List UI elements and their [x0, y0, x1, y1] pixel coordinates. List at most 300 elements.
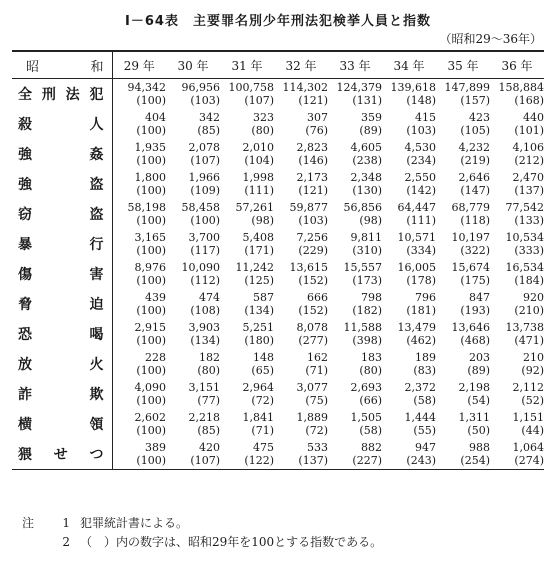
value-cell	[112, 379, 166, 409]
count-value: 189	[415, 351, 436, 364]
count-value: 57,261	[235, 201, 274, 214]
index-value: (100)	[136, 394, 166, 407]
value-cell	[490, 139, 544, 169]
count-value: 359	[361, 111, 382, 124]
note-text: 犯罪統計書による。	[80, 516, 189, 530]
value-cell	[328, 409, 382, 439]
count-value: 2,470	[512, 171, 544, 184]
note-number: 2	[62, 535, 70, 549]
count-value: 13,615	[289, 261, 328, 274]
value-cell	[274, 139, 328, 169]
value-cell	[436, 169, 490, 199]
index-value: (137)	[514, 184, 544, 197]
index-value: (100)	[136, 334, 166, 347]
value-cell	[112, 439, 166, 470]
value-cell	[220, 79, 274, 110]
count-value: 2,602	[134, 411, 166, 424]
value-cell	[328, 259, 382, 289]
index-value: (219)	[460, 154, 490, 167]
count-value: 2,915	[134, 321, 166, 334]
index-value: (107)	[190, 154, 220, 167]
value-cell	[436, 289, 490, 319]
index-value: (334)	[406, 244, 436, 257]
index-value: (168)	[514, 94, 544, 107]
count-value: 8,976	[134, 261, 166, 274]
value-cell	[166, 169, 220, 199]
index-value: (182)	[352, 304, 382, 317]
category-char: 詐	[18, 387, 32, 403]
count-value: 1,151	[512, 411, 544, 424]
value-cell	[166, 79, 220, 110]
value-cell	[382, 139, 436, 169]
count-value: 420	[199, 441, 220, 454]
count-value: 2,112	[512, 381, 544, 394]
index-value: (72)	[305, 424, 328, 437]
index-value: (131)	[352, 94, 382, 107]
count-value: 9,811	[350, 231, 382, 244]
index-value: (103)	[190, 94, 220, 107]
category-char: 迫	[89, 297, 104, 313]
value-cell	[382, 319, 436, 349]
value-cell	[274, 259, 328, 289]
count-value: 124,379	[336, 81, 382, 94]
count-value: 58,198	[127, 201, 166, 214]
table-row	[12, 409, 544, 439]
index-value: (103)	[406, 124, 436, 137]
value-cell	[436, 379, 490, 409]
index-value: (152)	[298, 274, 328, 287]
index-value: (243)	[406, 454, 436, 467]
count-value: 3,700	[188, 231, 220, 244]
count-value: 68,779	[451, 201, 490, 214]
value-cell	[220, 199, 274, 229]
value-cell	[220, 169, 274, 199]
index-value: (254)	[460, 454, 490, 467]
value-cell	[274, 289, 328, 319]
value-cell	[166, 139, 220, 169]
value-cell	[436, 409, 490, 439]
value-cell	[220, 139, 274, 169]
index-value: (462)	[406, 334, 436, 347]
table-row	[12, 349, 544, 379]
value-cell	[328, 439, 382, 470]
index-value: (234)	[406, 154, 436, 167]
table-row	[12, 199, 544, 229]
index-value: (80)	[251, 124, 274, 137]
count-value: 228	[145, 351, 166, 364]
category-char: 窃	[18, 207, 32, 223]
count-value: 100,758	[228, 81, 274, 94]
year-header: 34 年	[382, 51, 436, 79]
count-value: 2,646	[458, 171, 490, 184]
note-item	[22, 514, 382, 533]
year-header: 35 年	[436, 51, 490, 79]
index-value: (210)	[514, 304, 544, 317]
value-cell	[490, 439, 544, 470]
index-value: (98)	[359, 214, 382, 227]
value-cell	[328, 289, 382, 319]
count-value: 4,530	[404, 141, 436, 154]
table-row	[12, 109, 544, 139]
index-value: (105)	[460, 124, 490, 137]
index-value: (107)	[190, 454, 220, 467]
count-value: 10,534	[505, 231, 544, 244]
category-label	[12, 144, 112, 164]
table-row	[12, 169, 544, 199]
count-value: 1,935	[134, 141, 166, 154]
count-value: 847	[469, 291, 490, 304]
count-value: 15,674	[451, 261, 490, 274]
table-row	[12, 259, 544, 289]
count-value: 440	[523, 111, 544, 124]
category-cell	[12, 169, 112, 199]
table-row	[12, 139, 544, 169]
count-value: 15,557	[343, 261, 382, 274]
count-value: 2,823	[296, 141, 328, 154]
count-value: 2,218	[188, 411, 220, 424]
year-header: 31 年	[220, 51, 274, 79]
index-value: (72)	[251, 394, 274, 407]
category-label	[12, 444, 112, 464]
crime-statistics-table	[12, 50, 544, 470]
year-header: 32 年	[274, 51, 328, 79]
category-cell	[12, 289, 112, 319]
category-cell	[12, 319, 112, 349]
table-row	[12, 229, 544, 259]
value-cell	[490, 109, 544, 139]
index-value: (55)	[413, 424, 436, 437]
value-cell	[112, 199, 166, 229]
category-char: 横	[18, 417, 32, 433]
count-value: 147,899	[444, 81, 490, 94]
index-value: (181)	[406, 304, 436, 317]
table-title: Ⅰ－64表 主要罪名別少年刑法犯検挙人員と指数	[125, 14, 431, 29]
corner-right: 和	[90, 59, 104, 75]
index-value: (178)	[406, 274, 436, 287]
index-value: (121)	[298, 184, 328, 197]
category-char: 強	[18, 177, 32, 193]
index-value: (180)	[244, 334, 274, 347]
value-cell	[112, 349, 166, 379]
value-cell	[328, 349, 382, 379]
value-cell	[274, 199, 328, 229]
count-value: 96,956	[181, 81, 220, 94]
note-number: 1	[62, 516, 70, 530]
count-value: 389	[145, 441, 166, 454]
category-char: 喝	[89, 327, 104, 343]
index-value: (85)	[197, 424, 220, 437]
count-value: 4,232	[458, 141, 490, 154]
value-cell	[382, 229, 436, 259]
category-char: 刑	[41, 87, 56, 103]
count-value: 882	[361, 441, 382, 454]
category-char: 全	[18, 87, 32, 103]
value-cell	[382, 289, 436, 319]
table-row	[12, 439, 544, 470]
count-value: 64,447	[397, 201, 436, 214]
count-value: 10,197	[451, 231, 490, 244]
index-value: (108)	[190, 304, 220, 317]
value-cell	[436, 79, 490, 110]
category-cell	[12, 79, 112, 110]
index-value: (117)	[190, 244, 220, 257]
index-value: (109)	[190, 184, 220, 197]
value-cell	[382, 109, 436, 139]
value-cell	[382, 199, 436, 229]
value-cell	[220, 439, 274, 470]
value-cell	[490, 79, 544, 110]
value-cell	[166, 289, 220, 319]
index-value: (50)	[467, 424, 490, 437]
index-value: (142)	[406, 184, 436, 197]
category-cell	[12, 439, 112, 470]
index-value: (398)	[352, 334, 382, 347]
count-value: 148	[253, 351, 274, 364]
category-label	[12, 84, 112, 104]
index-value: (171)	[244, 244, 274, 257]
category-char: 恐	[18, 327, 32, 343]
count-value: 533	[307, 441, 328, 454]
count-value: 1,311	[458, 411, 490, 424]
value-cell	[112, 259, 166, 289]
category-char: 犯	[89, 87, 104, 103]
index-value: (100)	[136, 454, 166, 467]
value-cell	[328, 79, 382, 110]
value-cell	[436, 139, 490, 169]
index-value: (101)	[514, 124, 544, 137]
category-cell	[12, 379, 112, 409]
count-value: 307	[307, 111, 328, 124]
category-char: つ	[89, 447, 104, 463]
category-char: 脅	[18, 297, 32, 313]
value-cell	[220, 229, 274, 259]
count-value: 77,542	[505, 201, 544, 214]
category-cell	[12, 109, 112, 139]
category-cell	[12, 199, 112, 229]
value-cell	[274, 169, 328, 199]
category-char: 領	[89, 417, 104, 433]
count-value: 439	[145, 291, 166, 304]
value-cell	[436, 259, 490, 289]
count-value: 2,198	[458, 381, 490, 394]
index-value: (100)	[136, 364, 166, 377]
count-value: 3,151	[188, 381, 220, 394]
count-value: 947	[415, 441, 436, 454]
category-cell	[12, 229, 112, 259]
count-value: 210	[523, 351, 544, 364]
index-value: (134)	[190, 334, 220, 347]
value-cell	[436, 349, 490, 379]
index-value: (118)	[460, 214, 490, 227]
value-cell	[436, 199, 490, 229]
value-cell	[382, 79, 436, 110]
value-cell	[328, 229, 382, 259]
note-mark: 注	[22, 516, 35, 530]
index-value: (100)	[136, 184, 166, 197]
category-label	[12, 324, 112, 344]
index-value: (173)	[352, 274, 382, 287]
value-cell	[112, 409, 166, 439]
index-value: (111)	[244, 184, 274, 197]
index-value: (111)	[406, 214, 436, 227]
value-cell	[490, 379, 544, 409]
index-value: (471)	[514, 334, 544, 347]
category-cell	[12, 409, 112, 439]
category-char: 欺	[89, 387, 104, 403]
value-cell	[274, 439, 328, 470]
value-cell	[382, 349, 436, 379]
count-value: 158,884	[498, 81, 544, 94]
count-value: 8,078	[296, 321, 328, 334]
count-value: 13,738	[505, 321, 544, 334]
count-value: 13,646	[451, 321, 490, 334]
category-char: 盗	[89, 207, 104, 223]
category-label	[12, 204, 112, 224]
count-value: 2,348	[350, 171, 382, 184]
index-value: (146)	[298, 154, 328, 167]
count-value: 58,458	[181, 201, 220, 214]
count-value: 415	[415, 111, 436, 124]
index-value: (227)	[352, 454, 382, 467]
index-value: (100)	[136, 304, 166, 317]
index-value: (100)	[190, 214, 220, 227]
count-value: 13,479	[397, 321, 436, 334]
index-value: (66)	[359, 394, 382, 407]
index-value: (133)	[514, 214, 544, 227]
value-cell	[112, 229, 166, 259]
count-value: 2,078	[188, 141, 220, 154]
index-value: (85)	[197, 124, 220, 137]
category-cell	[12, 139, 112, 169]
count-value: 139,618	[390, 81, 436, 94]
year-header: 36 年	[490, 51, 544, 79]
category-char: 殺	[18, 117, 32, 133]
value-cell	[436, 229, 490, 259]
category-cell	[12, 349, 112, 379]
value-cell	[328, 319, 382, 349]
value-cell	[328, 379, 382, 409]
count-value: 404	[145, 111, 166, 124]
note-text: （ ）内の数字は、昭和29年を100とする指数である。	[80, 535, 383, 549]
value-cell	[166, 229, 220, 259]
category-label	[12, 114, 112, 134]
count-value: 4,090	[134, 381, 166, 394]
table-row	[12, 319, 544, 349]
count-value: 1,841	[242, 411, 274, 424]
value-cell	[490, 409, 544, 439]
table-row	[12, 289, 544, 319]
value-cell	[436, 439, 490, 470]
index-value: (238)	[352, 154, 382, 167]
index-value: (100)	[136, 244, 166, 257]
index-value: (65)	[251, 364, 274, 377]
count-value: 162	[307, 351, 328, 364]
category-char: 猥	[18, 447, 32, 463]
index-value: (100)	[136, 124, 166, 137]
value-cell	[274, 349, 328, 379]
index-value: (71)	[251, 424, 274, 437]
count-value: 4,106	[512, 141, 544, 154]
value-cell	[274, 109, 328, 139]
category-char: 盗	[89, 177, 104, 193]
count-value: 5,408	[242, 231, 274, 244]
index-value: (277)	[298, 334, 328, 347]
value-cell	[490, 169, 544, 199]
count-value: 10,090	[181, 261, 220, 274]
value-cell	[328, 109, 382, 139]
value-cell	[490, 229, 544, 259]
category-cell	[12, 259, 112, 289]
header-row	[12, 51, 544, 79]
table-subtitle: （昭和29～36年）	[439, 32, 542, 46]
index-value: (322)	[460, 244, 490, 257]
index-value: (58)	[413, 394, 436, 407]
index-value: (92)	[521, 364, 544, 377]
index-value: (100)	[136, 424, 166, 437]
index-value: (103)	[298, 214, 328, 227]
index-value: (112)	[190, 274, 220, 287]
count-value: 920	[523, 291, 544, 304]
count-value: 16,005	[397, 261, 436, 274]
value-cell	[436, 109, 490, 139]
count-value: 1,966	[188, 171, 220, 184]
count-value: 475	[253, 441, 274, 454]
value-cell	[220, 409, 274, 439]
value-cell	[274, 319, 328, 349]
category-char: 放	[18, 357, 32, 373]
index-value: (58)	[359, 424, 382, 437]
count-value: 323	[253, 111, 274, 124]
value-cell	[166, 199, 220, 229]
value-cell	[328, 199, 382, 229]
value-cell	[220, 349, 274, 379]
category-label	[12, 354, 112, 374]
value-cell	[274, 409, 328, 439]
category-label	[12, 174, 112, 194]
value-cell	[274, 379, 328, 409]
index-value: (100)	[136, 274, 166, 287]
index-value: (80)	[359, 364, 382, 377]
index-value: (468)	[460, 334, 490, 347]
index-value: (89)	[359, 124, 382, 137]
value-cell	[382, 259, 436, 289]
count-value: 474	[199, 291, 220, 304]
index-value: (107)	[244, 94, 274, 107]
year-header: 30 年	[166, 51, 220, 79]
count-value: 7,256	[296, 231, 328, 244]
index-value: (98)	[251, 214, 274, 227]
index-value: (229)	[298, 244, 328, 257]
count-value: 203	[469, 351, 490, 364]
index-value: (137)	[298, 454, 328, 467]
category-label	[12, 384, 112, 404]
category-char: 強	[18, 147, 32, 163]
index-value: (83)	[413, 364, 436, 377]
value-cell	[166, 109, 220, 139]
category-char: 火	[89, 357, 104, 373]
index-value: (333)	[514, 244, 544, 257]
value-cell	[112, 289, 166, 319]
count-value: 342	[199, 111, 220, 124]
category-label	[12, 264, 112, 284]
index-value: (44)	[521, 424, 544, 437]
count-value: 4,605	[350, 141, 382, 154]
year-header: 33 年	[328, 51, 382, 79]
count-value: 2,550	[404, 171, 436, 184]
index-value: (122)	[244, 454, 274, 467]
index-value: (147)	[460, 184, 490, 197]
count-value: 56,856	[343, 201, 382, 214]
